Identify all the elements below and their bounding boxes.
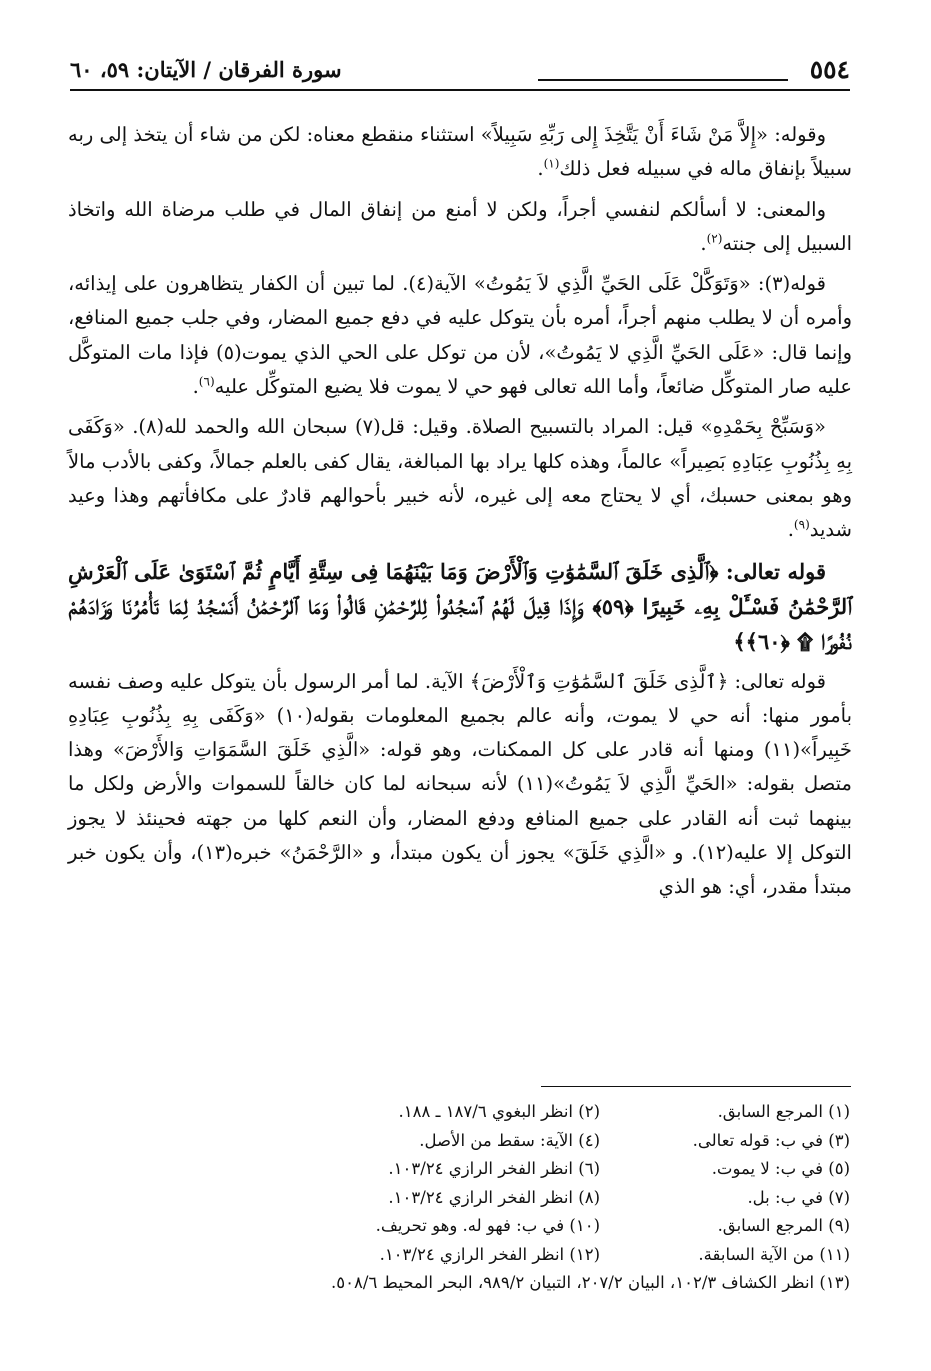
footnote-ref: (٦) (198, 374, 215, 389)
footnote: (١٠) في ب: فهو له. وهو تحريف. (375, 1216, 600, 1235)
footnote: (٤) الآية: سقط من الأصل. (419, 1130, 600, 1150)
footnote: (٨) انظر الفخر الرازي ١٠٣/٢٤. (388, 1187, 600, 1207)
footnote: (٥) في ب: لا يموت. (711, 1159, 850, 1178)
footnote: (٧) في ب: بل. (747, 1187, 850, 1207)
footnote-row (80, 1098, 850, 1127)
paragraph-end: . (700, 231, 707, 255)
footnote-ref: (١) (543, 156, 560, 171)
paragraph-text: قوله(٣): «وَتَوَكَّلْ عَلَى الحَيِّ الَّذِي لاَ يَمُوتُ» الآية(٤). لما تبين أن الكفار يتظاهرون على إيذائه، وأمره أن لا يطلب منهم أجراً، أمره بأن يتوكل عليه في دفع جميع المضار، وفي جلب جميع المنافع، وإنما قال: «عَلَى الحَيِّ الَّذِي لا يَمُوتُ»، لأن من توكل على الحي الذي يموت(٥) فإذا مات المتوكَّل عليه صار المتوكِّل ضائعاً، وأما الله تعالى فهو حي لا يموت فلا يضيع المتوكِّل عليه (68, 272, 853, 399)
footnote-ref: (٢) (706, 231, 723, 246)
quran-verse-text: قوله تعالى: ﴿ٱلَّذِى خَلَقَ ٱلسَّمَٰوَٰتِ وَٱلْأَرْضَ وَمَا بَيْنَهُمَا فِى سِتَّةِ أَيَّامٍ ثُمَّ ٱسْتَوَىٰ عَلَى ٱلْعَرْشِ ٱلرَّحْمَٰنُ فَسْـَٔلْ بِهِۦ خَبِيرًا ﴿٥٩﴾ وَإِذَا قِيلَ لَهُمُ ٱسْجُدُوا۟ لِلرَّحْمَٰنِ قَالُوا۟ وَمَا ٱلرَّحْمَٰنُ أَنَسْجُدُ لِمَا تَأْمُرُنَا وَزَادَهُمْ نُفُورًا ۩ ﴿٦٠﴾﴾ (68, 558, 852, 654)
footnote-separator (541, 1086, 851, 1087)
paragraph-end: . (787, 518, 794, 542)
page-number: ٥٥٤ (809, 55, 850, 84)
footnote-row (80, 1155, 850, 1184)
paragraph-text: وقوله: «إِلاَّ مَنْ شَاءَ أَنْ يَتَّخِذَ إِلى رَبِّهِ سَبِيلاً» استثناء منقطع معناه: لكن من شاء أن يتخذ إلى ربه سبيلاً بإنفاق ماله في سبيله فعل ذلك (68, 123, 852, 181)
footnote-row (80, 1241, 850, 1270)
paragraph-text: قوله تعالى: ﴿ٱلَّذِى خَلَقَ ٱلسَّمَٰوَٰتِ وَٱلْأَرْضَ﴾ الآية. لما أمر الرسول بأن يتوكل عليه وصف نفسه بأمور منها: أنه حي لا يموت، وأنه عالم بجميع المعلومات بقوله(١٠) «وَكَفَى بِهِ بِذُنُوبِ عِبَادِهِ خَبِيراً»(١١) ومنها أنه قادر على كل الممكنات، وهو قوله: «الَّذِي خَلَقَ السَّمَوَاتِ وَالأَرْضَ» وهذا متصل بقوله: «الحَيِّ الَّذِي لاَ يَمُوتُ»(١١) لأنه سبحانه لما كان خالقاً للسموات والأرض ولكل ما بينهما ثبت أنه القادر على جميع المنافع ودفع المضار، وأن النعم كلها من جهته فحينئذ لا يجوز التوكل إلا عليه(١٢). و «الَّذِي خَلَقَ» يجوز أن يكون مبتدأ، و «الرَّحْمَنُ» خبره(١٣)، وأن يكون خبر مبتدأ مقدر، أي: هو الذي (68, 669, 853, 899)
footnote: (٦) انظر الفخر الرازي ١٠٣/٢٤. (388, 1159, 600, 1178)
paragraph (68, 193, 852, 262)
paragraph-end: . (192, 375, 199, 399)
page-header (70, 55, 850, 87)
paragraph-text: والمعنى: لا أسألكم لنفسي أجراً، ولكن لا أمنع من إنفاق المال في طلب مرضاة الله واتخاذ السبيل إلى جنته (68, 197, 852, 255)
main-text (68, 118, 852, 911)
footnote: (١٣) انظر الكشاف ١٠٢/٣، البيان ٢٠٧/٢، التبيان ٩٨٩/٢، البحر المحيط ٥٠٨/٦. (331, 1273, 850, 1292)
header-rule (70, 89, 850, 91)
paragraph (68, 410, 852, 547)
footnote: (١) المرجع السابق. (717, 1102, 850, 1121)
paragraph (68, 665, 852, 905)
footnote-ref: (٩) (793, 517, 810, 532)
footnote-row (80, 1184, 850, 1213)
header-dash-line (538, 79, 788, 81)
footnote: (٩) المرجع السابق. (717, 1216, 850, 1235)
paragraph (68, 267, 852, 404)
quran-verse-block (68, 554, 852, 659)
footnote: (١١) من الآية السابقة. (698, 1244, 850, 1264)
footnote: (٢) انظر البغوي ١٨٧/٦ ـ ١٨٨. (398, 1102, 600, 1121)
running-title: سورة الفرقان / الآيتان: ٥٩، ٦٠ (70, 57, 342, 82)
footnote: (٣) في ب: قوله تعالى. (692, 1130, 850, 1150)
footnote-row (80, 1127, 850, 1156)
footnote: (١٢) انظر الفخر الرازي ١٠٣/٢٤. (379, 1244, 600, 1264)
paragraph-text: «وَسَبِّحْ بِحَمْدِهِ» قيل: المراد بالتسبيح الصلاة. وقيل: قل(٧) سبحان الله والحمد لله(٨). «وَكَفَى بِهِ بِذُنُوبِ عِبَادِهِ بَصِيراً» عالماً، وهذه كلها يراد بها المبالغة، يقال كفى بالعلم جمالاً، وكفى بالأدب مالاً وهو بمعنى حسبك، أي لا يحتاج معه إلى غيره، لأنه خبير بأحوالهم قادرٌ على مكافأتهم وهذا وعيد شديد (68, 415, 852, 542)
paragraph-end: . (537, 157, 544, 181)
footnote-row (80, 1212, 850, 1241)
footnotes (80, 1098, 850, 1298)
paragraph (68, 118, 852, 187)
